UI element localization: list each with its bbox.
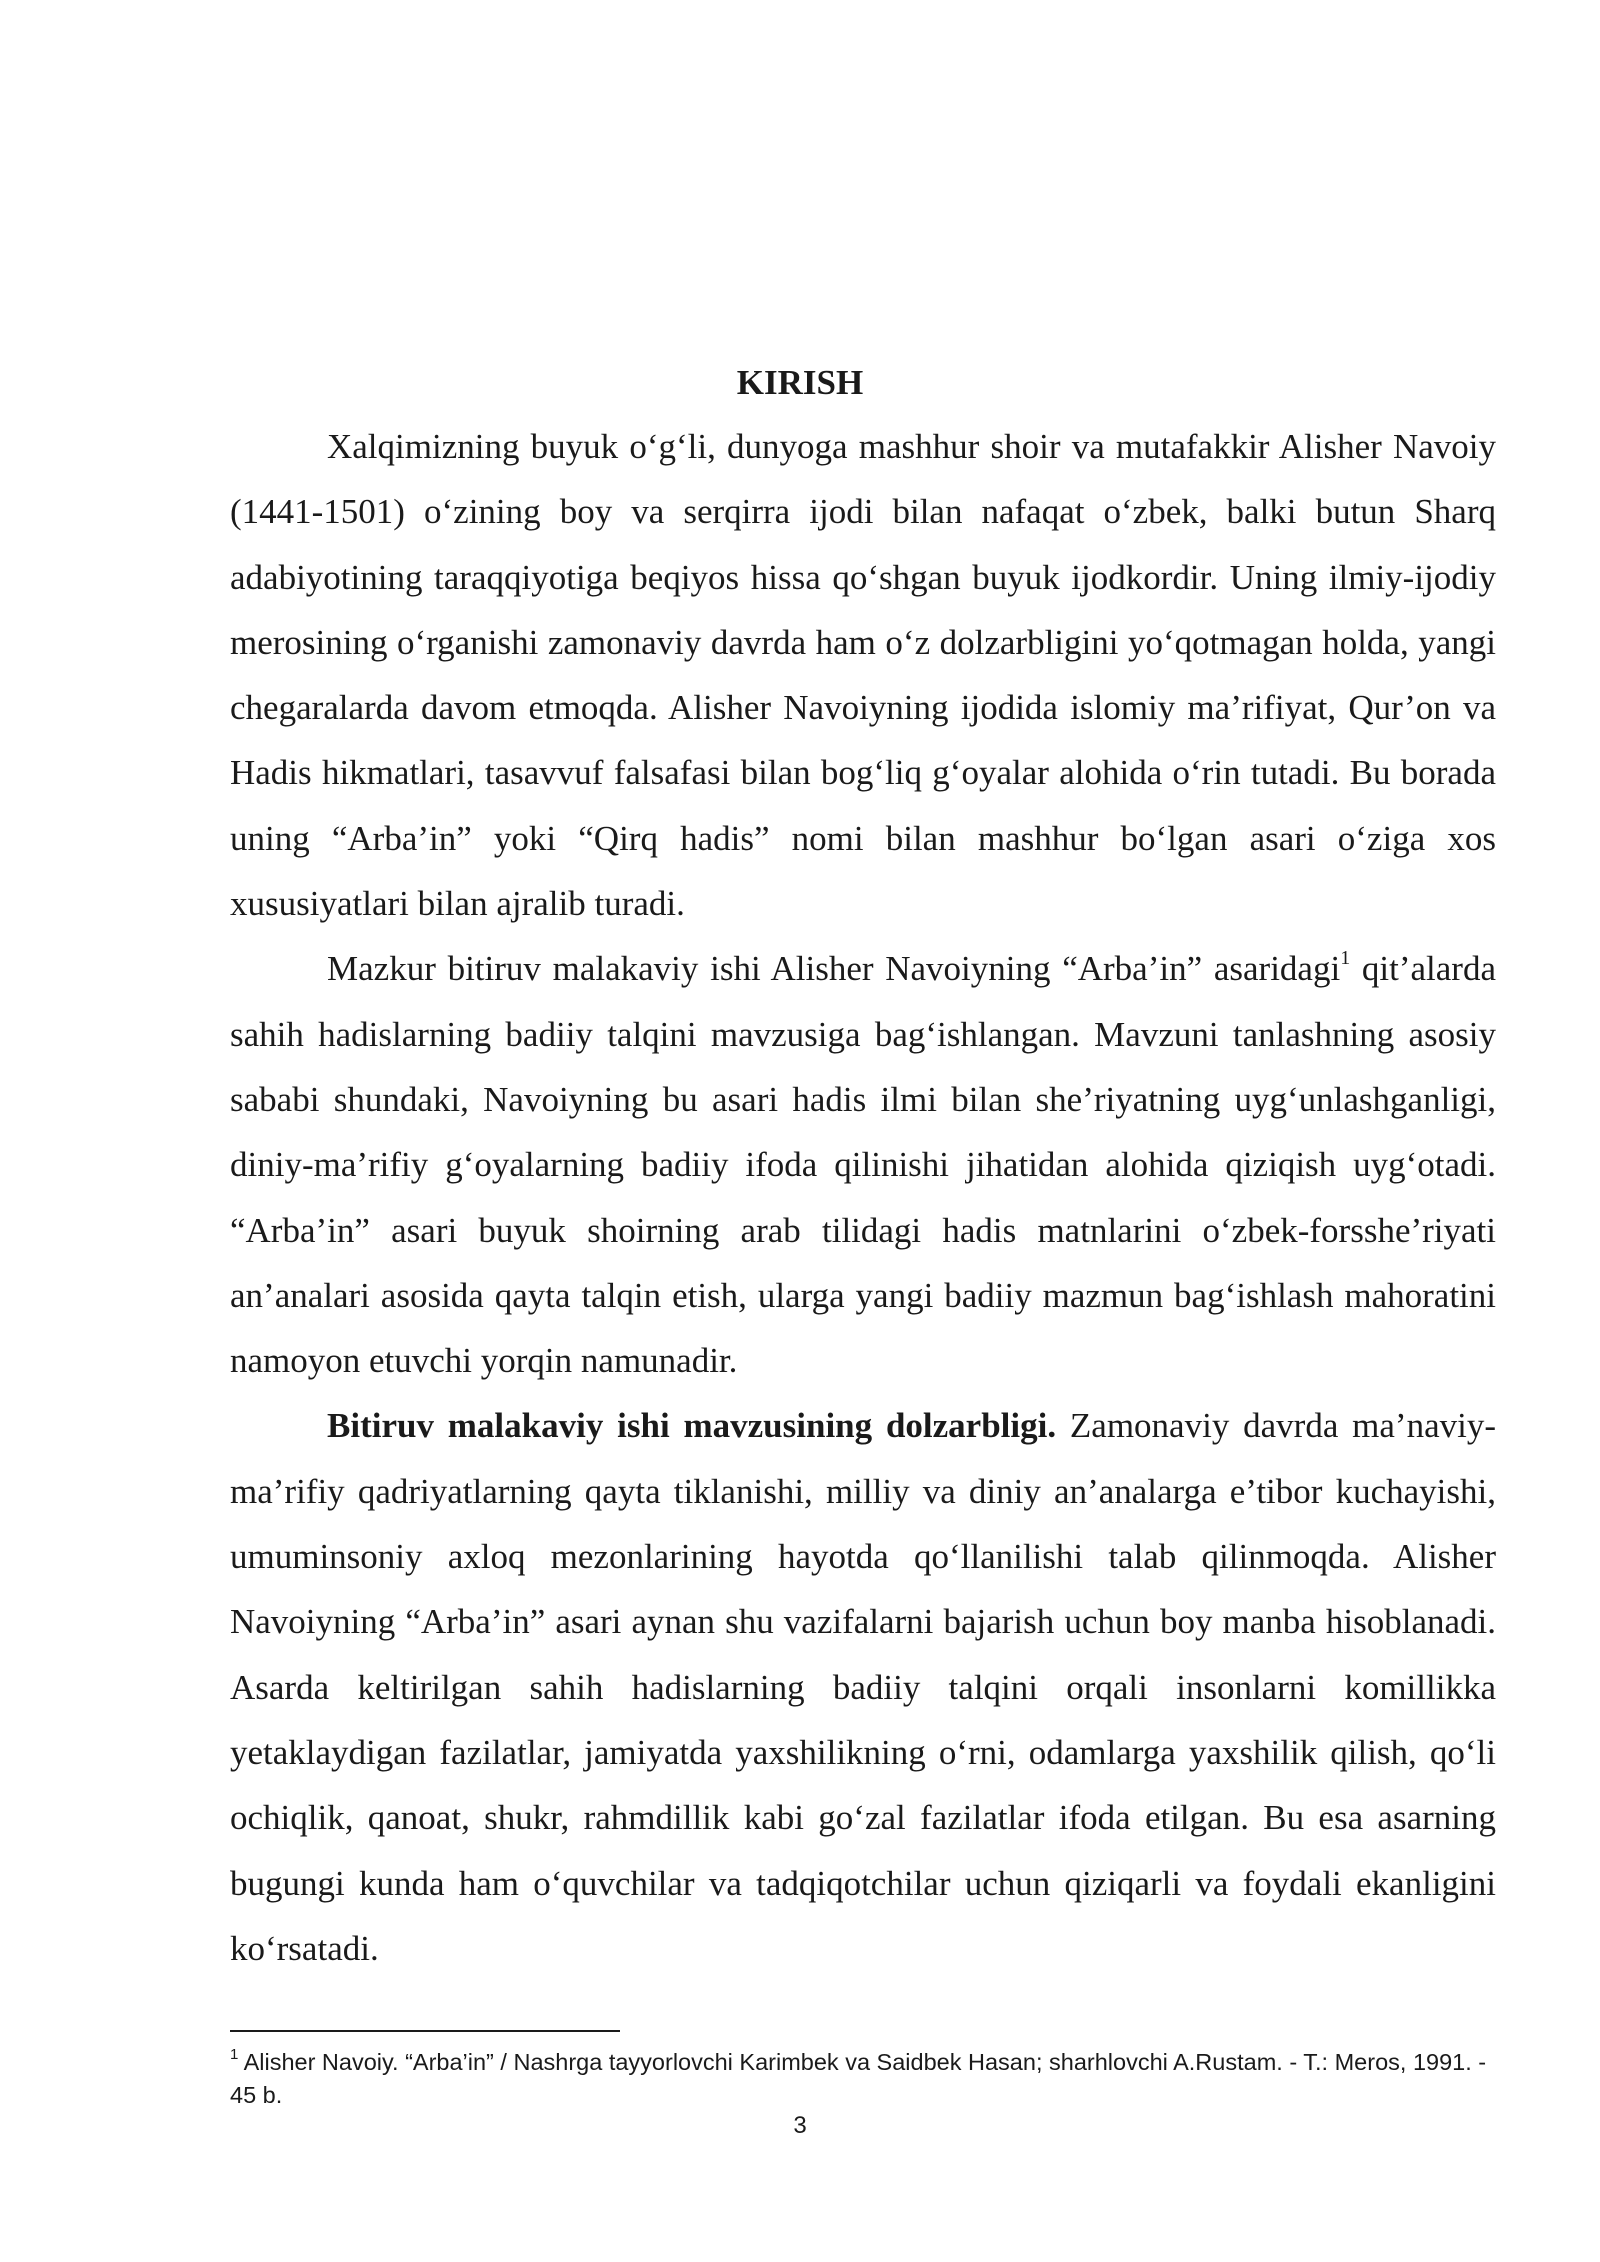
section-title: KIRISH — [736, 363, 864, 402]
footnote-separator — [230, 2030, 620, 2032]
paragraph-relevance — [230, 1393, 1496, 1981]
relevance-text: Zamonaviy davrda ma’naviy-ma’rifiy qadriyatlarning qayta tiklanishi, milliy va diniy an’analarga e’tibor kuchayishi, umuminsoniy axloq mezonlarining hayotda qo‘llanilishi talab qilinmoqda. Alisher Navoiyning “Arba’in” asari aynan shu vazifalarni bajarish uchun boy manba hisoblanadi. Asarda keltirilgan sahih hadislarning badiiy talqini orqali insonlarni komillikka yetaklaydigan fazilatlar, jamiyatda yaxshilikning o‘rni, odamlarga yaxshilik qilish, qo‘li ochiqlik, qanoat, shukr, rahmdillik kabi go‘zal fazilatlar ifoda etilgan. Bu esa asarning bugungi kunda ham o‘quvchilar va tadqiqotchilar uchun qiziqarli va foydali ekanligini ko‘rsatadi. — [230, 1406, 1496, 1968]
footnote-text: Alisher Navoiy. “Arba’in” / Nashrga tayyorlovchi Karimbek va Saidbek Hasan; sharhlovchi A.Rustam. - T.: Meros, 1991. - 45 b. — [230, 2048, 1487, 2108]
page-number: 3 — [793, 2112, 807, 2139]
footnote-reference[interactable]: 1 — [1340, 946, 1351, 969]
footnote-marker: 1 — [230, 2046, 239, 2063]
footnote — [230, 2040, 1500, 2112]
paragraph-topic — [230, 936, 1496, 1393]
paragraph-intro: Xalqimizning buyuk o‘g‘li, dunyoga mashhur shoir va mutafakkir Alisher Navoiy (1441-1501) o‘zining boy va serqirra ijodi bilan nafaqat o‘zbek, balki butun Sharq adabiyotining taraqqiyotiga beqiyos hissa qo‘shgan buyuk ijodkordir. Uning ilmiy-ijodiy merosining o‘rganishi zamonaviy davrda ham o‘z dolzarbligini yo‘qotmagan holda, yangi chegaralarda davom etmoqda. Alisher Navoiyning ijodida islomiy ma’rifiyat, Qur’on va Hadis hikmatlari, tasavvuf falsafasi bilan bog‘liq g‘oyalar alohida o‘rin tutadi. Bu borada uning “Arba’in” yoki “Qirq hadis” nomi bilan mashhur bo‘lgan asari o‘ziga xos xususiyatlari bilan ajralib turadi. — [230, 427, 1496, 924]
body-text — [230, 414, 1496, 1981]
relevance-heading: Bitiruv malakaviy ishi mavzusining dolzarbligi. — [327, 1406, 1057, 1446]
paragraph-topic-text-1: Mazkur bitiruv malakaviy ishi Alisher Navoiyning “Arba’in” asaridagi — [327, 949, 1341, 989]
paragraph-topic-text-2: qit’alarda sahih hadislarning badiiy talqini mavzusiga bag‘ishlangan. Mavzuni tanlashning asosiy sababi shundaki, Navoiyning bu asari hadis ilmi bilan she’riyatning uyg‘unlashganligi, diniy-ma’rifiy g‘oyalarning badiiy ifoda qilinishi jihatidan alohida qiziqish uyg‘otadi. “Arba’in” asari buyuk shoirning arab tilidagi hadis matnlarini o‘zbek-forsshe’riyati an’analari asosida qayta talqin etish, ularga yangi badiiy mazmun bag‘ishlash mahoratini namoyon etuvchi yorqin namunadir. — [230, 949, 1496, 1381]
